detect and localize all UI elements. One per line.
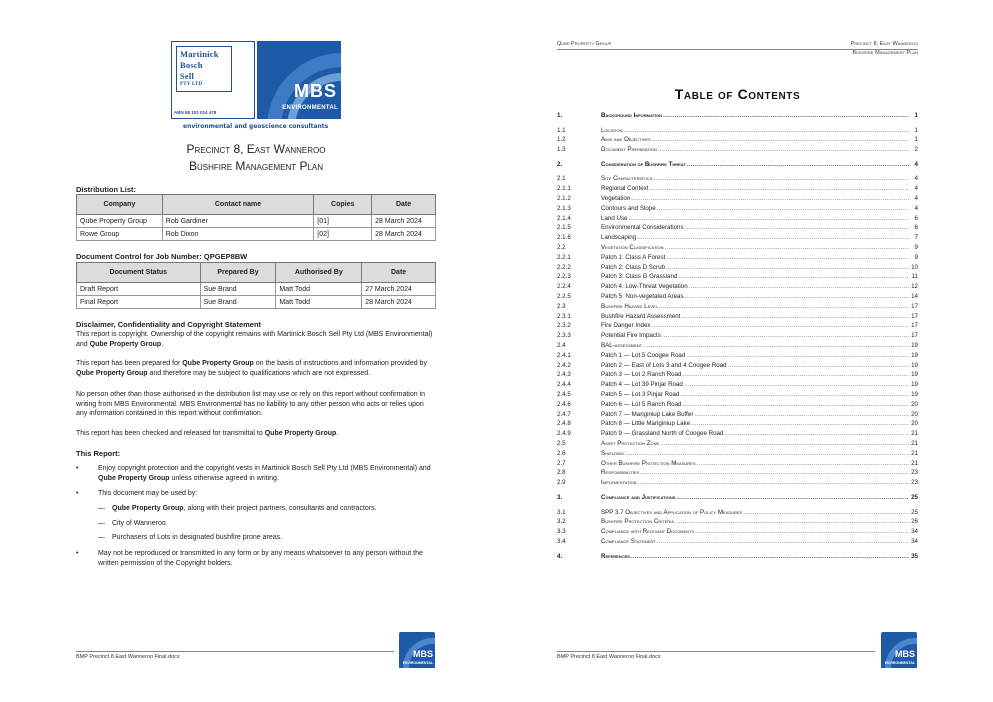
toc-entry-page: 14 bbox=[911, 293, 918, 300]
toc-entry[interactable] bbox=[557, 321, 918, 331]
toc-title: Table of Contents bbox=[674, 86, 801, 102]
toc-entry-number: 3.2 bbox=[557, 518, 566, 526]
table-header: Contact name bbox=[162, 195, 314, 215]
toc-dot-leader bbox=[623, 126, 909, 136]
toc-dot-leader bbox=[678, 272, 909, 282]
toc-entry-label: Bushfire Hazard Assessment bbox=[601, 312, 681, 320]
toc-entry-page: 19 bbox=[911, 371, 918, 379]
toc-entry-number: 2.3.3 bbox=[557, 332, 571, 340]
toc-entry[interactable] bbox=[557, 282, 918, 292]
toc-dot-leader bbox=[680, 390, 909, 400]
toc-entry-number: 1.1 bbox=[557, 126, 566, 134]
toc-entry[interactable] bbox=[557, 174, 918, 184]
toc-entry-label: References bbox=[601, 552, 630, 560]
toc-entry[interactable] bbox=[557, 400, 918, 410]
toc-dot-leader bbox=[743, 508, 909, 518]
toc-entry-label: Regional Context bbox=[601, 185, 649, 193]
toc-entry-label: Responsibilities bbox=[601, 469, 640, 477]
toc-entry-number: 2.2.5 bbox=[557, 293, 571, 300]
toc-entry[interactable] bbox=[557, 527, 918, 537]
toc-entry-label: Location bbox=[601, 126, 623, 134]
toc-entry-label: Vegetation Classification bbox=[601, 244, 664, 251]
toc-entry-page: 21 bbox=[911, 449, 918, 457]
table-header: Date bbox=[372, 195, 436, 215]
toc-dot-leader bbox=[643, 341, 909, 351]
toc-entry[interactable] bbox=[557, 263, 918, 273]
toc-entry-page: 23 bbox=[911, 479, 918, 487]
toc-entry-page: 35 bbox=[911, 552, 918, 560]
toc-dot-leader bbox=[728, 361, 909, 371]
toc-dot-leader bbox=[695, 527, 909, 537]
toc-entry-page: 19 bbox=[911, 342, 918, 349]
footer-filename: BMP Precinct 8 East Wanneroo Final.docx bbox=[557, 654, 661, 660]
toc-entry[interactable] bbox=[557, 204, 918, 214]
toc-dot-leader bbox=[660, 439, 909, 449]
toc-entry-label: Patch 1 — Lot 5 Coogee Road bbox=[601, 351, 686, 359]
toc-entry-label: Patch 6 — Lot 5 Ranch Road bbox=[601, 400, 682, 408]
toc-dot-leader bbox=[689, 282, 909, 292]
toc-entry-page: 19 bbox=[911, 361, 918, 369]
toc-entry[interactable] bbox=[557, 214, 918, 224]
toc-dot-leader bbox=[649, 184, 909, 194]
logo-mbs-text: MBS bbox=[895, 649, 915, 659]
toc-entry[interactable] bbox=[557, 419, 918, 429]
toc-entry-label: Patch 4 — Lot 39 Pinjar Road bbox=[601, 381, 683, 389]
toc-dot-leader bbox=[683, 370, 910, 380]
toc-entry-label: Patch 2 — East of Lots 3 and 4 Coogee Road bbox=[601, 361, 727, 369]
toc-entry-label: Document Preparation bbox=[601, 146, 657, 154]
toc-entry-page: 20 bbox=[911, 420, 918, 428]
logo-name-line: Bosch bbox=[180, 60, 203, 70]
table-header: Document Status bbox=[77, 263, 201, 283]
toc-entry-number: 1.3 bbox=[557, 146, 566, 154]
toc-entry-number: 2.4.6 bbox=[557, 400, 571, 408]
toc-entry[interactable] bbox=[557, 331, 918, 341]
paragraph-line: Qube Property Group and therefore may be subject to qualifications which are not expressed. bbox=[76, 369, 371, 377]
toc-dot-leader bbox=[683, 400, 910, 410]
logo-tagline: environmental and geoscience consultants bbox=[183, 123, 329, 130]
toc-entry-label: Bushfire Hazard Level bbox=[601, 302, 658, 310]
toc-entry-number: 2.2.4 bbox=[557, 283, 571, 291]
toc-dot-leader bbox=[659, 302, 909, 312]
toc-entry-number: 4. bbox=[557, 552, 563, 560]
table-cell: Matt Todd bbox=[276, 296, 362, 309]
toc-entry-number: 1.2 bbox=[557, 136, 566, 144]
toc-entry-page: 21 bbox=[911, 440, 918, 447]
toc-entry[interactable] bbox=[557, 302, 918, 312]
toc-entry-page: 4 bbox=[914, 175, 918, 183]
toc-entry-label: Landscaping bbox=[601, 234, 637, 242]
toc-dot-leader bbox=[640, 468, 909, 478]
toc-entry[interactable] bbox=[557, 341, 918, 351]
toc-dot-leader bbox=[686, 351, 909, 361]
table-header: Prepared By bbox=[200, 263, 276, 283]
toc-page bbox=[497, 0, 993, 702]
table-cell: Sue Brand bbox=[200, 283, 276, 296]
toc-entry-page: 4 bbox=[914, 204, 918, 212]
toc-entry-page: 1 bbox=[914, 136, 918, 144]
toc-entry-number: 2.4 bbox=[557, 342, 566, 349]
bullet-icon: • bbox=[76, 465, 79, 472]
toc-entry-page: 4 bbox=[914, 195, 918, 202]
toc-entry-number: 2.2.2 bbox=[557, 263, 571, 271]
toc-entry-page: 12 bbox=[911, 283, 918, 291]
toc-dot-leader bbox=[658, 145, 909, 155]
toc-dot-leader bbox=[666, 263, 909, 273]
toc-entry-number: 2.4.5 bbox=[557, 391, 571, 398]
toc-entry-label: Background Information bbox=[601, 112, 663, 119]
toc-entry[interactable] bbox=[557, 493, 918, 503]
logo-environmental-text: ENVIRONMENTAL bbox=[282, 105, 338, 111]
toc-dot-leader bbox=[662, 331, 909, 341]
paragraph-line: and Qube Property Group. bbox=[76, 340, 164, 348]
toc-entry-label: Land Use bbox=[601, 214, 628, 222]
toc-entry-label: Patch 1: Class A Forest bbox=[601, 253, 666, 261]
toc-entry-page: 17 bbox=[911, 312, 918, 320]
toc-entry-page: 7 bbox=[914, 234, 918, 242]
toc-entry-number: 3.4 bbox=[557, 537, 566, 545]
toc-entry-label: Other Bushfire Protection Measures bbox=[601, 459, 696, 467]
toc-entry-label: Compliance with Relevant Documents bbox=[601, 528, 695, 536]
toc-dot-leader bbox=[687, 160, 909, 170]
dash-icon: — bbox=[98, 520, 105, 527]
toc-entry[interactable] bbox=[557, 468, 918, 478]
document-control-table bbox=[76, 262, 436, 309]
table-header: Date bbox=[362, 263, 436, 283]
toc-entry-label: Patch 9 — Grassland North of Coogee Road bbox=[601, 430, 724, 438]
toc-entry-label: Patch 3: Class G Grassland bbox=[601, 273, 678, 281]
toc-entry-number: 2.4.1 bbox=[557, 351, 571, 359]
toc-dot-leader bbox=[676, 493, 909, 503]
table-header: Copies bbox=[314, 195, 372, 215]
toc-entry-number: 2.1 bbox=[557, 175, 566, 183]
toc-entry[interactable] bbox=[557, 351, 918, 361]
paragraph-line: No person other than those authorised in the distribution list may use or rely on this report without confirmation in bbox=[76, 391, 426, 398]
table-cell: Sue Brand bbox=[200, 296, 276, 309]
table-cell: Draft Report bbox=[77, 283, 201, 296]
toc-entry-page: 34 bbox=[911, 537, 918, 545]
toc-entry[interactable] bbox=[557, 135, 918, 145]
toc-entry-page: 17 bbox=[911, 322, 918, 330]
toc-entry-number: 2.9 bbox=[557, 479, 566, 487]
toc-entry-label: Patch 8 — Little Mariginiup Lake bbox=[601, 420, 691, 428]
toc-entry-page: 17 bbox=[911, 302, 918, 310]
toc-entry-page: 6 bbox=[914, 224, 918, 232]
toc-dot-leader bbox=[652, 135, 909, 145]
table-row bbox=[77, 296, 436, 309]
toc-entry[interactable] bbox=[557, 292, 918, 302]
toc-dot-leader bbox=[694, 410, 909, 420]
this-report-heading: This Report: bbox=[76, 449, 121, 458]
toc-entry-label: Aims and Objectives bbox=[601, 136, 651, 144]
distribution-table bbox=[76, 194, 436, 241]
toc-entry-page: 19 bbox=[911, 381, 918, 389]
toc-entry-page: 19 bbox=[911, 351, 918, 359]
table-header: Authorised By bbox=[276, 263, 362, 283]
table-header: Company bbox=[77, 195, 163, 215]
toc-dot-leader bbox=[675, 517, 909, 527]
toc-entry[interactable] bbox=[557, 439, 918, 449]
toc-entry-number: 1. bbox=[557, 112, 563, 119]
toc-entry-page: 25 bbox=[911, 494, 918, 501]
toc-entry-number: 2.4.3 bbox=[557, 371, 571, 379]
toc-dot-leader bbox=[637, 233, 909, 243]
table-cell: 27 March 2024 bbox=[362, 283, 436, 296]
toc-entry-label: Consideration of Bushfire Threat bbox=[601, 160, 686, 168]
logo-mbs-text: MBS bbox=[413, 649, 433, 659]
toc-entry-number: 2.4.9 bbox=[557, 430, 571, 438]
toc-entry-page: 6 bbox=[914, 214, 918, 222]
toc-entry[interactable] bbox=[557, 145, 918, 155]
toc-entry-label: Asset Protection Zone bbox=[601, 440, 660, 447]
toc-entry-number: 3. bbox=[557, 494, 563, 501]
toc-entry-page: 25 bbox=[911, 508, 918, 516]
table-cell: 28 March 2024 bbox=[372, 215, 436, 228]
toc-entry-label: Bushfire Protection Criteria bbox=[601, 518, 675, 526]
toc-entry[interactable] bbox=[557, 478, 918, 488]
toc-dot-leader bbox=[663, 111, 909, 121]
paragraph-line: any information contained in this report without confirmation. bbox=[76, 410, 263, 417]
toc-entry-label: Shielding bbox=[601, 449, 625, 457]
table-cell: [01] bbox=[314, 215, 372, 228]
toc-entry[interactable] bbox=[557, 184, 918, 194]
toc-entry-label: Compliance and Justifications bbox=[601, 494, 676, 501]
bullet-icon: • bbox=[76, 490, 79, 497]
toc-entry-number: 2.1.3 bbox=[557, 204, 571, 212]
toc-dot-leader bbox=[681, 312, 909, 322]
toc-entry-page: 21 bbox=[911, 459, 918, 467]
footer-logo bbox=[881, 632, 917, 668]
toc-dot-leader bbox=[629, 214, 910, 224]
header-right-title: Precinct 8, East Wanneroo bbox=[850, 41, 918, 47]
table-cell: Matt Todd bbox=[276, 283, 362, 296]
toc-entry[interactable] bbox=[557, 272, 918, 282]
toc-entry-number: 2.1.1 bbox=[557, 185, 571, 193]
logo-company-block bbox=[171, 41, 255, 119]
toc-dot-leader bbox=[631, 194, 909, 204]
toc-entry-number: 2.3 bbox=[557, 302, 566, 310]
toc-entry-number: 2.2.1 bbox=[557, 253, 571, 261]
toc-entry-label: Patch 4: Low-Threat Vegetation bbox=[601, 283, 688, 291]
toc-entry-page: 34 bbox=[911, 528, 918, 536]
toc-entry[interactable] bbox=[557, 111, 918, 121]
toc-entry[interactable] bbox=[557, 194, 918, 204]
toc-entry-page: 10 bbox=[911, 263, 918, 271]
toc-entry[interactable] bbox=[557, 390, 918, 400]
toc-entry-number: 2.2.3 bbox=[557, 273, 571, 281]
toc-entry-number: 3.3 bbox=[557, 528, 566, 536]
toc-entry-page: 11 bbox=[911, 273, 918, 281]
toc-dot-leader bbox=[684, 380, 909, 390]
toc-entry-number: 2.1.4 bbox=[557, 214, 571, 222]
toc-entry[interactable] bbox=[557, 312, 918, 322]
toc-entry-number: 2.4.8 bbox=[557, 420, 571, 428]
toc-entry-page: 1 bbox=[914, 126, 918, 134]
header-left: Qube Property Group bbox=[557, 41, 612, 47]
logo-mbs-text: MBS bbox=[294, 81, 337, 101]
table-row bbox=[77, 215, 436, 228]
toc-entry[interactable] bbox=[557, 410, 918, 420]
toc-dot-leader bbox=[653, 174, 909, 184]
logo-environmental-text: ENVIRONMENTAL bbox=[884, 661, 915, 665]
footer-filename: BMP Precinct 8 East Wanneroo Final.docx bbox=[76, 654, 180, 660]
toc-entry[interactable] bbox=[557, 459, 918, 469]
paragraph-line: writing from MBS Environmental. MBS Environmental has no liability to any other person who acts or relies upon bbox=[76, 400, 424, 408]
toc-entry-label: Patch 7 — Mariginiup Lake Buffer bbox=[601, 410, 694, 418]
toc-entry-page: 4 bbox=[914, 185, 918, 193]
table-row bbox=[77, 283, 436, 296]
footer-rule bbox=[557, 651, 875, 652]
toc-dot-leader bbox=[665, 243, 909, 253]
toc-entry-number: 2.5 bbox=[557, 440, 566, 447]
document-title-line2: Bushfire Management Plan bbox=[188, 159, 324, 173]
disclaimer-paragraph bbox=[76, 330, 438, 349]
toc-entry-page: 9 bbox=[914, 253, 918, 261]
table-cell: [02] bbox=[314, 228, 372, 241]
toc-entry[interactable] bbox=[557, 552, 918, 562]
toc-entry-number: 2.4.2 bbox=[557, 361, 571, 369]
toc-dot-leader bbox=[666, 253, 909, 263]
toc-entry-number: 2.8 bbox=[557, 469, 566, 477]
toc-dot-leader bbox=[685, 223, 909, 233]
logo-environmental-text: ENVIRONMENTAL bbox=[402, 661, 433, 665]
toc-entry[interactable] bbox=[557, 126, 918, 136]
toc-entry-label: Contours and Slope bbox=[601, 204, 656, 212]
table-cell: Rob Gardiner bbox=[162, 215, 314, 228]
toc-entry-label: Patch 2: Class D Scrub bbox=[601, 263, 665, 271]
toc-entry-label: Compliance Statement bbox=[601, 537, 656, 545]
toc-entry-number: 3.1 bbox=[557, 508, 566, 516]
table-cell: 28 March 2024 bbox=[362, 296, 436, 309]
toc-entry[interactable] bbox=[557, 160, 918, 170]
distribution-list-label: Distribution List: bbox=[76, 185, 136, 194]
dash-icon: — bbox=[98, 505, 105, 512]
toc-entry[interactable] bbox=[557, 380, 918, 390]
toc-entry[interactable] bbox=[557, 517, 918, 527]
logo-abn: ABN 88 102 014 478 bbox=[174, 110, 217, 115]
toc-entry-number: 2.3.1 bbox=[557, 312, 571, 320]
toc-dot-leader bbox=[724, 429, 909, 439]
logo-name-line: PTY LTD bbox=[180, 82, 203, 87]
toc-dot-leader bbox=[685, 292, 909, 302]
toc-entry-page: 23 bbox=[911, 469, 918, 477]
table-cell: Qube Property Group bbox=[77, 215, 163, 228]
toc-dot-leader bbox=[652, 321, 909, 331]
toc-entry-label: Patch 5 — Lot 3 Pinjar Road bbox=[601, 391, 680, 398]
toc-entry-page: 20 bbox=[911, 410, 918, 418]
toc-entry-label: Patch 5: Non-vegetated Areas bbox=[601, 293, 684, 300]
table-cell: Final Report bbox=[77, 296, 201, 309]
toc-entry-page: 19 bbox=[911, 391, 918, 398]
logo-mbs-block bbox=[257, 41, 341, 119]
toc-entry[interactable] bbox=[557, 508, 918, 518]
footer-rule bbox=[76, 651, 394, 652]
document-title-line1: Precinct 8, East Wanneroo bbox=[186, 142, 326, 156]
toc-entry[interactable] bbox=[557, 253, 918, 263]
release-paragraph: This report has been checked and released for transmittal to Qube Property Group. bbox=[76, 430, 339, 437]
reliance-paragraph bbox=[76, 390, 438, 419]
toc-entry-page: 17 bbox=[911, 332, 918, 340]
logo-name-line: Sell bbox=[180, 71, 195, 81]
toc-dot-leader bbox=[657, 537, 909, 547]
toc-entry-label: Implementation bbox=[601, 479, 637, 487]
toc-entry-number: 2.4.4 bbox=[557, 381, 571, 389]
toc-entry[interactable] bbox=[557, 361, 918, 371]
toc-entry[interactable] bbox=[557, 223, 918, 233]
toc-entry-label: Site Characteristics bbox=[601, 175, 653, 183]
paragraph-line: This report has been prepared for Qube Property Group on the basis of instructions and information provided by bbox=[76, 360, 427, 367]
toc-dot-leader bbox=[631, 552, 909, 562]
toc-entry-page: 2 bbox=[914, 146, 918, 154]
toc-entry[interactable] bbox=[557, 243, 918, 253]
toc-entry-number: 2.4.7 bbox=[557, 410, 571, 418]
toc-entry-label: Fire Danger Index bbox=[601, 322, 651, 330]
toc-dot-leader bbox=[657, 204, 909, 214]
toc-entry[interactable] bbox=[557, 233, 918, 243]
dash-icon: — bbox=[98, 534, 105, 541]
toc-entry-number: 2.1.6 bbox=[557, 234, 571, 242]
toc-entry-page: 21 bbox=[911, 430, 918, 438]
toc-entry-label: Environmental Considerations bbox=[601, 224, 684, 232]
toc-entry[interactable] bbox=[557, 429, 918, 439]
table-cell: 28 March 2024 bbox=[372, 228, 436, 241]
toc-entry-number: 2.6 bbox=[557, 449, 566, 457]
toc-dot-leader bbox=[691, 419, 909, 429]
mbs-logo bbox=[171, 41, 341, 131]
toc-entry-page: 9 bbox=[914, 244, 918, 251]
toc-entry-page: 26 bbox=[911, 518, 918, 526]
toc-dot-leader bbox=[638, 478, 909, 488]
toc-entry[interactable] bbox=[557, 449, 918, 459]
toc-entry-label: BAL-assessment bbox=[601, 342, 643, 349]
toc-entry-page: 1 bbox=[914, 112, 918, 119]
header-right-subtitle: Bushfire Management Plan bbox=[852, 50, 918, 56]
prepared-for-paragraph bbox=[76, 359, 438, 378]
logo-company-name bbox=[176, 46, 232, 92]
toc-entry-number: 2.2 bbox=[557, 244, 566, 251]
table-cell: Rob Dixon bbox=[162, 228, 314, 241]
toc-entry-page: 4 bbox=[914, 160, 918, 168]
toc-dot-leader bbox=[697, 459, 910, 469]
toc-entry-label: Vegetation bbox=[601, 195, 631, 202]
toc-entry-label: SPP 3.7 Objectives and Application of Policy Measures bbox=[601, 508, 743, 516]
toc-entry[interactable] bbox=[557, 370, 918, 380]
cover-page: Martinick Bosch Sell PTY LTD ABN 88 102 014 478 MBS ENVIRONMENTAL environmental and geoscience consultants Precinct 8, East Wanneroo Bushfire Management Plan Distribution List: Company Contact name Copies Date Qube Property Group Rob Gardiner [01] 28 March 2024 Rowe Group Rob Dixon [02] 28 March 2024 Document Control for Job Number: QPGEP8BW Document Status Prepared By Authorised By Date Draft Report Sue Brand Matt Todd 27 March 2024 Final Report Sue Brand Matt Todd 28 March 2024 Disclaimer, Confidentiality and Copyright Statement This report is copyright. Ownership of the copyright remains with Martinick Bosch Sell Pty Ltd (MBS Environmental) and Qube Property Group. This report has been prepared for Qube Property Group on the basis of instructions and information provided by Qube Property Group and therefore may be subject to qualifications which are not expressed. No person other than those authorised in the distribution list may use or rely on this report without confirmation in writing from MBS Environmental. MBS Environmental has no liability to any other person who acts or relies upon any information contained in this report without confirmation. This report has been checked and released for transmittal to Qube Property Group. This Report: • Enjoy copyright protection and the copyright vests in Martinick Bosch Sell Pty Ltd (MBS Environmental) and Qube Property Group unless otherwise agreed in writing. • This document may be used by: — Qube Property Group, along with their project partners, consultants and contractors. — City of Wanneroo. — Purchasers of Lots in designated bushfire prone areas. • May not be reproduced or transmitted in any form or by any means whatsoever to any person without the written permission of the Copyright holders. BMP Precinct 8 East Wanneroo Final.docx MBS ENVIRONMENTAL bbox=[0, 0, 497, 702]
paragraph-line: This report is copyright. Ownership of the copyright remains with Martinick Bosch Sell Pty Ltd (MBS Environmental) bbox=[76, 331, 433, 338]
logo-name-line: Martinick bbox=[180, 49, 219, 59]
toc-entry-number: 2.7 bbox=[557, 459, 566, 467]
toc-entry-number: 2. bbox=[557, 160, 563, 168]
toc-entry-number: 2.1.2 bbox=[557, 195, 571, 202]
toc-entry-label: Potential Fire Impacts bbox=[601, 332, 661, 340]
document-control-label: Document Control for Job Number: QPGEP8BW bbox=[76, 252, 248, 261]
toc-entry-number: 2.3.2 bbox=[557, 322, 571, 330]
table-cell: Rowe Group bbox=[77, 228, 163, 241]
toc-entry-label: Patch 3 — Lot 2 Ranch Road bbox=[601, 371, 682, 379]
toc-entry[interactable] bbox=[557, 537, 918, 547]
table-row bbox=[77, 228, 436, 241]
footer-logo bbox=[399, 632, 435, 668]
toc-entry-page: 20 bbox=[911, 400, 918, 408]
toc-dot-leader bbox=[625, 449, 909, 459]
bullet-icon: • bbox=[76, 550, 79, 557]
toc-entry-number: 2.1.5 bbox=[557, 224, 571, 232]
disclaimer-heading: Disclaimer, Confidentiality and Copyright Statement bbox=[76, 320, 262, 329]
